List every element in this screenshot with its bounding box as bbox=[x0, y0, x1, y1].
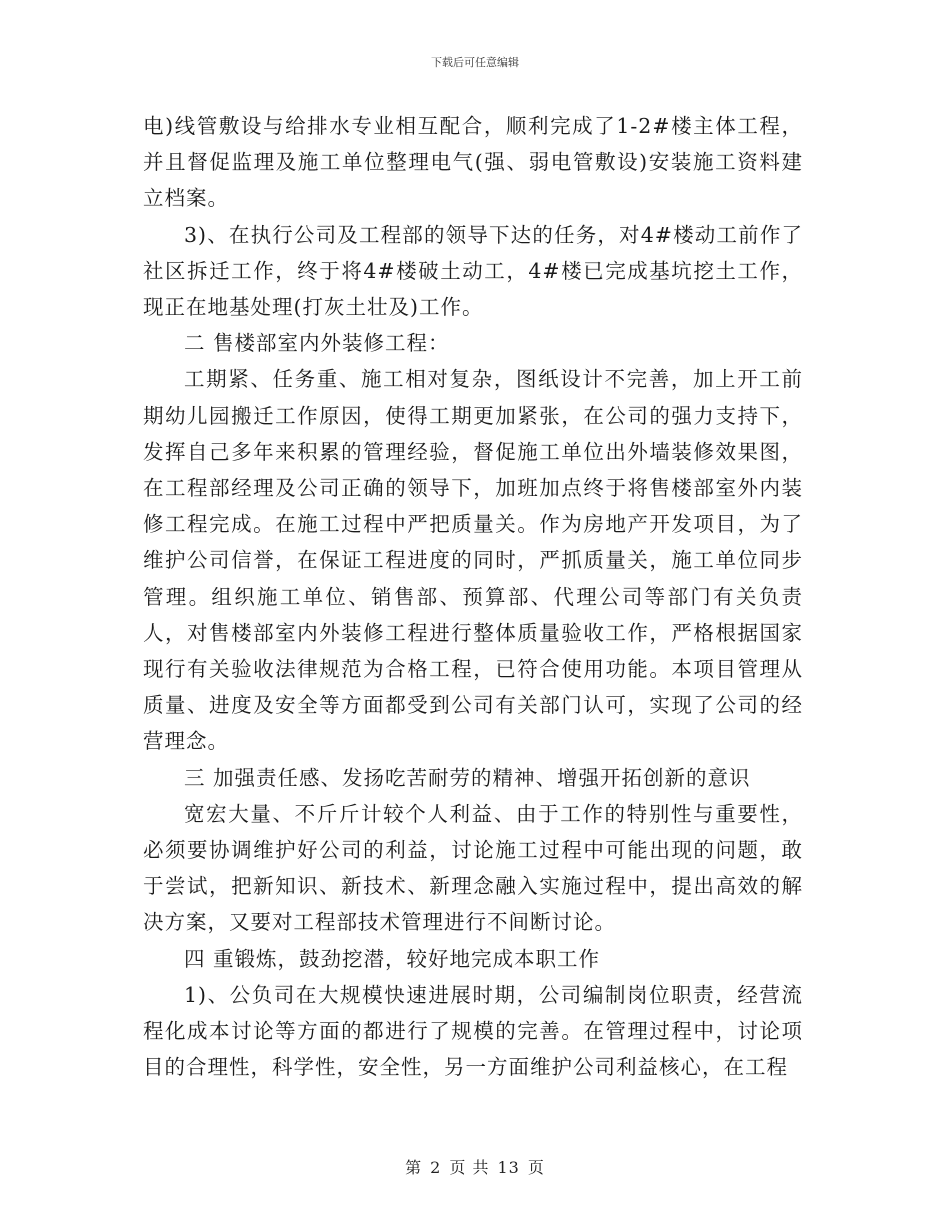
page-header: 下载后可任意编辑 bbox=[431, 56, 519, 69]
footer-page-number: 2 bbox=[430, 1158, 442, 1177]
document-body bbox=[143, 108, 803, 1085]
section-heading-4: 四 重锻炼，鼓劲挖潜，较好地完成本职工作 bbox=[184, 946, 601, 971]
paragraph-2: 3)、在执行公司及工程部的领导下达的任务，对4#楼动工前作了社区拆迁工作，终于将4#楼破土动工，4#楼已完成基坑挖土工作，现正在地基处理(打灰土壮及)工作。 bbox=[143, 222, 803, 320]
paragraph-5: 1)、公负司在大规模快速进展时期，公司编制岗位职责，经营流程化成本讨论等方面的都进行了规模的完善。在管理过程中，讨论项目的合理性，科学性，安全性，另一方面维护公司利益核心，在工程 bbox=[143, 982, 803, 1080]
paragraph-3: 工期紧、任务重、施工相对复杂，图纸设计不完善，加上开工前期幼儿园搬迁工作原因，使得工期更加紧张，在公司的强力支持下，发挥自己多年来积累的管理经验，督促施工单位出外墙装修效果图，在工程部经理及公司正确的领导下，加班加点终于将售楼部室外内装修工程完成。在施工过程中严把质量关。作为房地产开发项目，为了维护公司信誉，在保证工程进度的同时，严抓质量关，施工单位同步管理。组织施工单位、销售部、预算部、代理公司等部门有关负责人，对售楼部室内外装修工程进行整体质量验收工作，严格根据国家现行有关验收法律规范为合格工程，已符合使用功能。本项目管理从质量、进度及安全等方面都受到公司有关部门认可，实现了公司的经营理念。 bbox=[143, 367, 803, 754]
paragraph-1: 电)线管敷设与给排水专业相互配合，顺利完成了1-2#楼主体工程，并且督促监理及施工单位整理电气(强、弱电管敷设)安装施工资料建立档案。 bbox=[143, 114, 803, 211]
section-heading-3: 三 加强责任感、发扬吃苦耐劳的精神、增强开拓创新的意识 bbox=[184, 765, 751, 790]
paragraph-4: 宽宏大量、不斤斤计较个人利益、由于工作的特别性与重要性，必须要协调维护好公司的利益，讨论施工过程中可能出现的问题，敢于尝试，把新知识、新技术、新理念融入实施过程中，提出高效的解决方案，又要对工程部技术管理进行不间断讨论。 bbox=[143, 801, 803, 935]
footer-middle: 页 共 bbox=[449, 1158, 490, 1177]
footer-suffix: 页 bbox=[527, 1158, 545, 1177]
footer-prefix: 第 bbox=[405, 1158, 423, 1177]
section-heading-2: 二 售楼部室内外装修工程： bbox=[184, 331, 450, 356]
footer-total-pages: 13 bbox=[497, 1158, 520, 1177]
page-footer bbox=[0, 1155, 950, 1178]
